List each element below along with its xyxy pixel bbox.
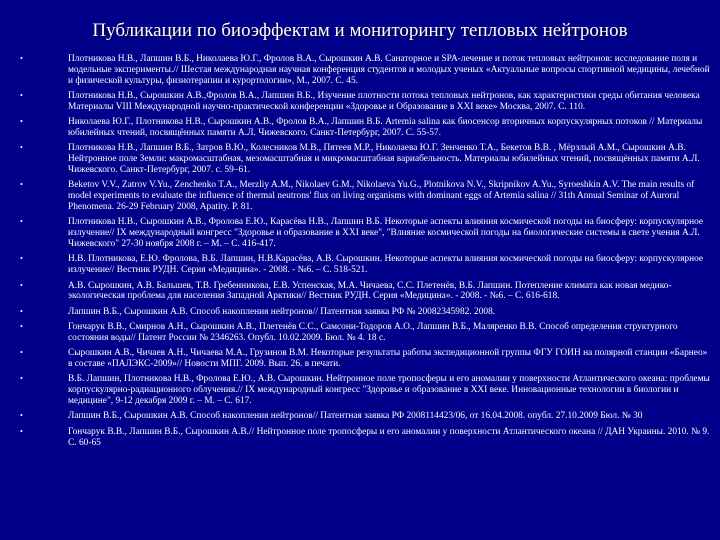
publication-text: Лапшин В.Б., Сырошкин А.В. Способ накопления нейтронов// Патентная заявка РФ № 20082345982. 2008. bbox=[68, 306, 496, 317]
publication-text: Beketov V.V., Zatrov V.Yu., Zenchenko T.A., Merzliy A.M., Nikolaev G.M., Nikolaeva Yu.G., Plotnikova N.V., Skripnikov A.Yu., Syroeshkin A.V. The main results of model experiments to evaluate the influence of thermal neutrons' flux on living organisms with dominant eggs of Artemia salina // 31th Annual Seminar of Auroral Phenomena. 26-29 February 2008, Apatity. P. 81. bbox=[68, 180, 695, 212]
slide-title: Публикации по биоэффектам и мониторингу тепловых нейтронов bbox=[92, 20, 628, 41]
bullet-icon: • bbox=[20, 254, 23, 264]
list-item bbox=[20, 117, 710, 139]
list-item bbox=[20, 322, 710, 344]
publication-text: Плотникова Н.В., Сырошкин А.В., Фролова Е.Ю., Карасёва Н.В., Лапшин В.Б. Некоторые аспекты влияния космической погоды на биосферу: корпускулярное излучение// IX международный конгресс "Здоровье и образование в XXI веке", "Влияние космической погоды на биологические системы в свете учения А.Л. Чижевского" 27-30 ноября 2008 г. – М. – С. 416-417. bbox=[68, 217, 704, 249]
publication-text: Плотникова Н.В., Лапшин В.Б., Николаева Ю.Г., Фролов В.А., Сырошкин А.В. Санаторное и SPA-лечение и поток тепловых нейтронов: исследование поля и модельные эксперименты.// Шестая международная научная конференция студентов и молодых ученых «Актуальные вопросы спортивной медицины, лечебной и физической культуры, физиотерапии и курортологии», М., 2007. С. 45. bbox=[68, 54, 710, 86]
publication-text: Гончарук В.В., Лапшин В.Б., Сырошкин А.В.// Нейтронное поле тропосферы и его аномалии у поверхности Атлантического океана // ДАН Украины. 2010. № 9. С. 60-65 bbox=[68, 426, 710, 448]
bullet-icon: • bbox=[20, 117, 23, 127]
list-item bbox=[20, 427, 710, 449]
list-item bbox=[20, 307, 710, 318]
publication-text: Сырошкин А.В., Чичаев А.Н., Чичаева М.А., Грузинов В.М. Некоторые результаты работы экспедиционной группы ФГУ ГОИН на полярной станции «Барнео» в составе «ПАЛЭКС-2009»// Новости МПГ. 2009. Вып. 26. в печати. bbox=[68, 348, 708, 370]
bullet-icon: • bbox=[20, 180, 23, 190]
publication-text: А.В. Сырошкин, А.В. Бальшев, Т.В. Гребенникова, Е.В. Успенская, М.А. Чичаева, С.С. Плетенёв, В.Б. Лапшин. Потепление климата как новая медико-экологическая проблема для населения Западной Арктики// Вестник РУДН. Серия «Медицина». - 2008. - №6. – С. 616-618. bbox=[68, 280, 672, 302]
publication-text: Николаева Ю.Г., Плотникова Н.В., Сырошкин А.В., Фролов В.А., Лапшин В.Б. Artemia salina как биосенсор вторичных корпускулярных потоков // Материалы юбилейных чтений, посвящённых памяти А.Л. Чижевского. Санкт-Петербург, 2007. С. 55-57. bbox=[68, 117, 703, 138]
bullet-icon: • bbox=[20, 143, 23, 153]
publication-text: Гончарук В.В., Смирнов А.Н., Сырошкин А.В., Плетенёв С.С., Самсони-Тодоров А.О., Лапшин В.Б., Маляренко В.В. Способ определения структурного состояния воды// Патент России № 2346263. Опубл. 10.02.2009. Бюл. № 4. 18 с. bbox=[68, 322, 678, 343]
bullet-icon: • bbox=[20, 374, 23, 384]
bullet-icon: • bbox=[20, 54, 23, 63]
publication-list bbox=[20, 54, 710, 453]
publication-text: Плотникова Н.В., Лапшин В.Б., Затров В.Ю., Колесников М.В., Пятеев М.Р., Николаева Ю.Г. Зенченко Т.А., Бекетов В.В. , Мёрзлый А.М., Сырошкин А.В. Нейтронное поле Земли: макромасштабная, мезомасштабная и микромасштабная вариабельность. Материалы юбилейных чтений, посвящённых памяти А.Л. Чижевского. Санкт-Петербург, 2007. с. 59–61. bbox=[68, 143, 700, 175]
list-item bbox=[20, 217, 710, 249]
bullet-icon: • bbox=[20, 322, 23, 332]
list-item bbox=[20, 54, 710, 86]
publication-text: Н.В. Плотникова, Е.Ю. Фролова, В.Б. Лапшин, Н.В.Карасёва, А.В. Сырошкин. Некоторые аспекты влияния космической погоды на биосферу: корпускулярное излучение// Вестник РУДН. Серия «Медицина». - 2008. - №6. – С. 518-521. bbox=[68, 254, 704, 276]
publication-text: В.Б. Лапшин, Плотникова Н.В., Фролова Е.Ю., А.В. Сырошкин. Нейтронное поле тропосферы и его аномалии у поверхности Атлантического океана: проблемы корпускулярно-радиационного облучения.// IX международный конгресс "Здоровье и образование в XXI веке. Инновационные технологии в биологии и медицине", 9-12 декабря 2009 г. – М. – С. 617. bbox=[68, 374, 710, 407]
publication-text: Плотникова Н.В., Сырошкин А.В.,Фролов В.А., Лапшин В.Б., Изучение плотности потока тепловых нейтронов, как характеристики среды обитания человека Материалы VIII Международной научно-практической конференции «Здоровье и Образование в XXI веке» Москва, 2007. С. 110. bbox=[68, 90, 700, 112]
list-item bbox=[20, 143, 710, 175]
list-item bbox=[20, 91, 710, 113]
bullet-icon: • bbox=[20, 306, 23, 316]
bullet-icon: • bbox=[20, 426, 23, 436]
bullet-icon: • bbox=[20, 348, 23, 358]
bullet-icon: • bbox=[20, 217, 23, 227]
bullet-icon: • bbox=[20, 411, 23, 421]
list-item bbox=[20, 254, 710, 276]
list-item bbox=[20, 348, 710, 370]
bullet-icon: • bbox=[20, 90, 23, 100]
publication-text: Лапшин В.Б., Сырошкин А.В. Способ накопления нейтронов// Патентная заявка РФ 2008114423/06, от 16.04.2008. опубл. 27.10.2009 Бюл. № 30 bbox=[68, 411, 643, 422]
bullet-icon: • bbox=[20, 280, 23, 290]
list-item bbox=[20, 411, 710, 422]
list-item bbox=[20, 374, 710, 406]
list-item bbox=[20, 281, 710, 303]
list-item bbox=[20, 180, 710, 212]
